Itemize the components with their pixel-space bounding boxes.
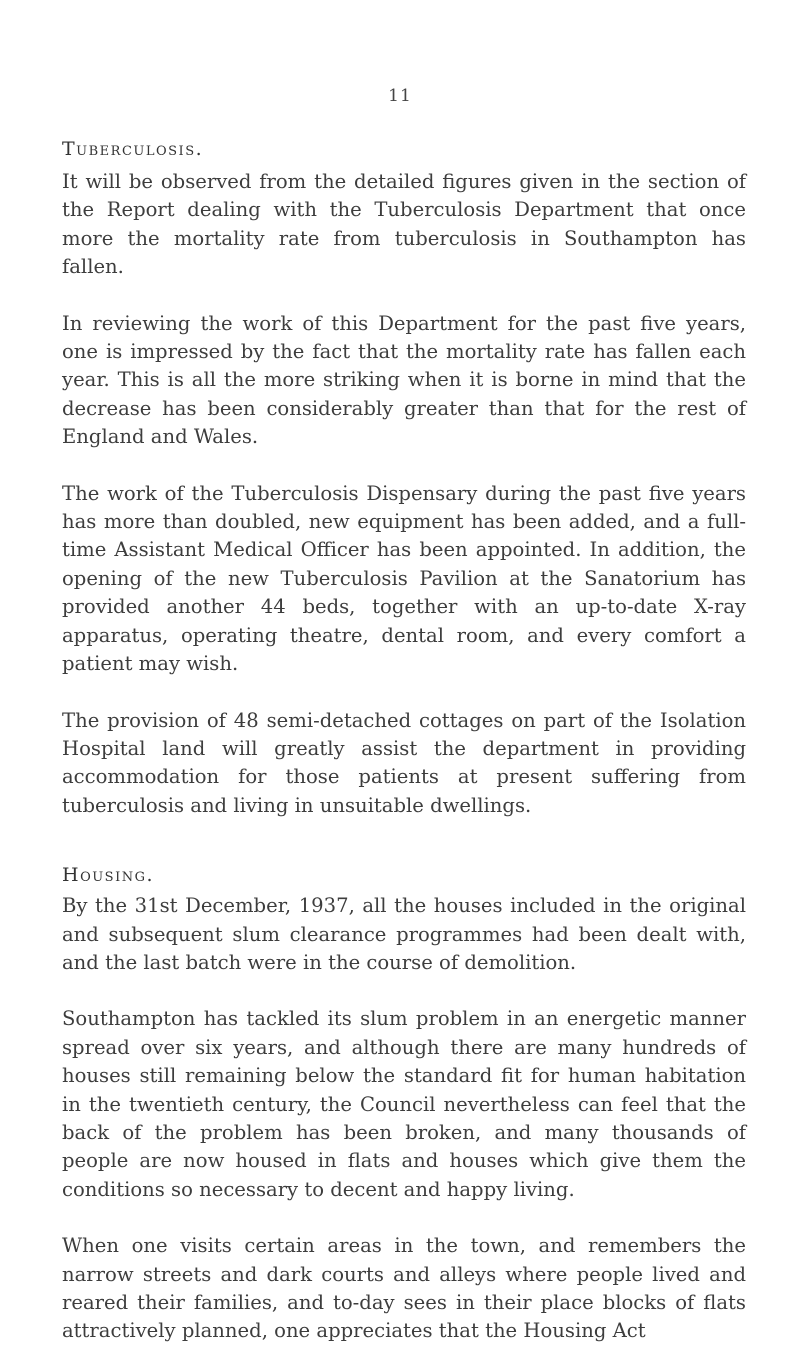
- section-housing: [62, 864, 746, 1346]
- paragraph: The work of the Tuberculosis Dispensary during the past five years has more than doubled, new equipment has been added, and a full-time Assistant Medical Officer has been appointed. In addition, the opening of the new Tuberculosis Pavilion at the Sanatorium has provided another 44 beds, together with an up-to-date X-ray apparatus, operating theatre, dental room, and every comfort a patient may wish.: [62, 481, 746, 676]
- section-heading-tuberculosis: Tuberculosis.: [62, 138, 204, 160]
- page-content: [62, 138, 746, 1346]
- paragraph: In reviewing the work of this Department for the past five years, one is impressed by the fact that the mortality rate has fallen each year. This is all the more striking when it is borne in mind that the decrease has been considerably greater than that for the rest of England and Wales.: [62, 311, 746, 449]
- paragraph: When one visits certain areas in the town, and remembers the narrow streets and dark courts and alleys where people lived and reared their families, and to-day sees in their place blocks of flats attractively planned, one appreciates that the Housing Act: [62, 1234, 746, 1343]
- paragraph: It will be observed from the detailed figures given in the section of the Report dealing with the Tuberculosis Department that once more the mortality rate from tuberculosis in Southampton has fallen.: [62, 170, 746, 279]
- paragraph: By the 31st December, 1937, all the houses included in the original and subsequent slum clearance programmes had been dealt with, and the last batch were in the course of demolition.: [62, 894, 746, 974]
- paragraph: The provision of 48 semi-detached cottages on part of the Isolation Hospital land will greatly assist the department in providing accommodation for those patients at present suffering from tuberculosis and living in unsuitable dwellings.: [62, 708, 746, 817]
- page-number: 11: [388, 86, 412, 106]
- section-heading-housing: Housing.: [62, 864, 155, 887]
- section-tuberculosis: [62, 138, 746, 820]
- paragraph: Southampton has tackled its slum problem in an energetic manner spread over six years, and although there are many hundreds of houses still remaining below the standard fit for human habitation in the twentieth century, the Council nevertheless can feel that the back of the problem has been broken, and many thousands of people are now housed in flats and houses which give them the conditions so necessary to decent and happy living.: [62, 1007, 746, 1201]
